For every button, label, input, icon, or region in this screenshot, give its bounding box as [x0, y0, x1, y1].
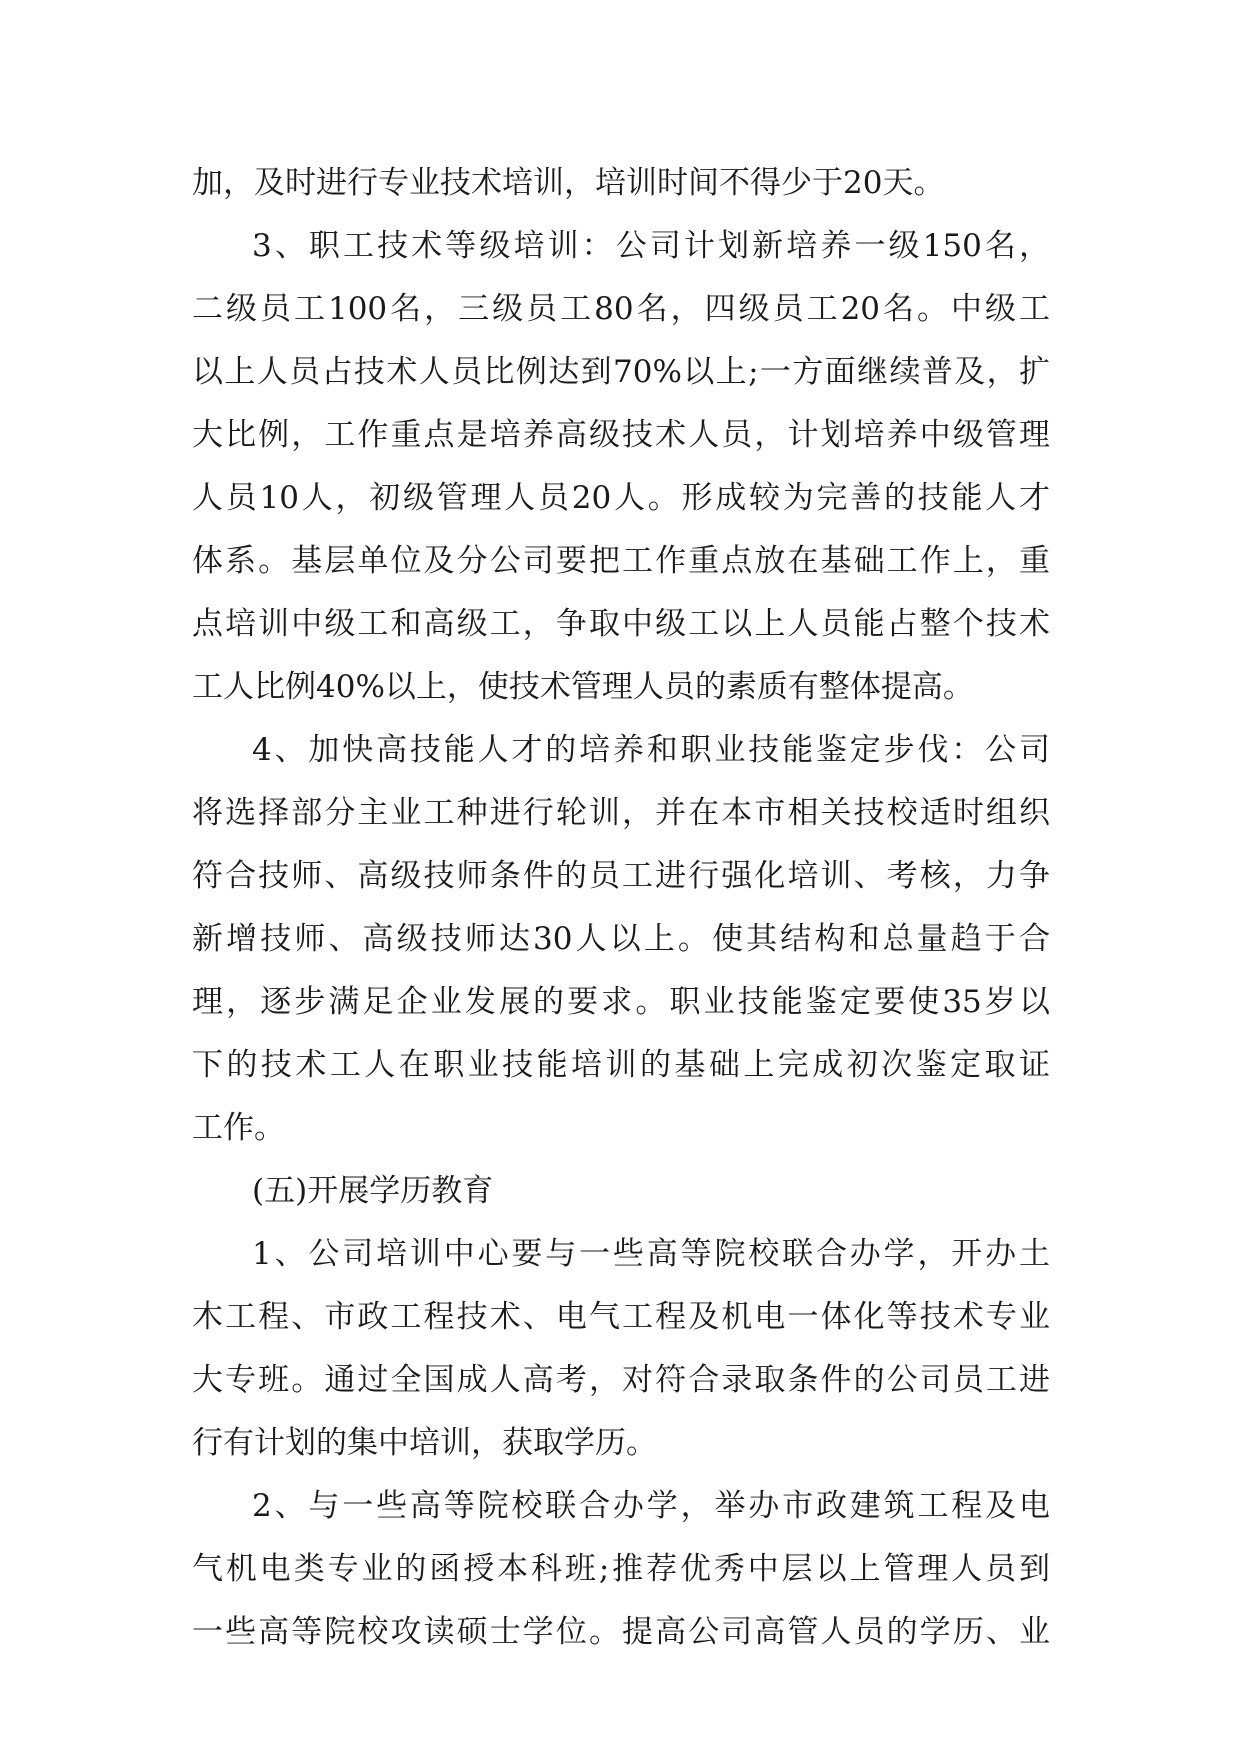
paragraph-line: 气机电类专业的函授本科班;推荐优秀中层以上管理人员到: [192, 1551, 1050, 1587]
paragraph-line: 4、加快高技能人才的培养和职业技能鉴定步伐：公司: [252, 732, 1050, 768]
paragraph-line: 工作。: [192, 1110, 285, 1146]
paragraph-line: 一些高等院校攻读硕士学位。提高公司高管人员的学历、业: [192, 1614, 1050, 1650]
paragraph-line: 二级员工100名，三级员工80名，四级员工20名。中级工: [192, 291, 1050, 327]
paragraph-line: 新增技师、高级技师达30人以上。使其结构和总量趋于合: [192, 921, 1050, 957]
paragraph-line: 理，逐步满足企业发展的要求。职业技能鉴定要使35岁以: [192, 984, 1050, 1020]
paragraph-line: 人员10人，初级管理人员20人。形成较为完善的技能人才: [192, 480, 1050, 516]
paragraph-line: 符合技师、高级技师条件的员工进行强化培训、考核，力争: [192, 858, 1050, 894]
section-heading: (五)开展学历教育: [252, 1173, 494, 1209]
paragraph-line: 大专班。通过全国成人高考，对符合录取条件的公司员工进: [192, 1362, 1050, 1398]
paragraph-line: 点培训中级工和高级工，争取中级工以上人员能占整个技术: [192, 606, 1050, 642]
paragraph-line: 工人比例40%以上，使技术管理人员的素质有整体提高。: [192, 669, 974, 705]
paragraph-line: 体系。基层单位及分公司要把工作重点放在基础工作上，重: [192, 543, 1050, 579]
paragraph-line: 将选择部分主业工种进行轮训，并在本市相关技校适时组织: [192, 795, 1050, 831]
paragraph-line: 下的技术工人在职业技能培训的基础上完成初次鉴定取证: [192, 1047, 1050, 1083]
paragraph-line: 木工程、市政工程技术、电气工程及机电一体化等技术专业: [192, 1299, 1050, 1335]
paragraph-line: 行有计划的集中培训，获取学历。: [192, 1425, 657, 1461]
paragraph-line: 2、与一些高等院校联合办学，举办市政建筑工程及电: [252, 1488, 1050, 1524]
paragraph-line: 加，及时进行专业技术培训，培训时间不得少于20天。: [192, 165, 945, 201]
paragraph-line: 大比例，工作重点是培养高级技术人员，计划培养中级管理: [192, 417, 1050, 453]
paragraph-line: 以上人员占技术人员比例达到70%以上;一方面继续普及，扩: [192, 354, 1050, 390]
paragraph-line: 3、职工技术等级培训：公司计划新培养一级150名，: [252, 228, 1050, 264]
paragraph-line: 1、公司培训中心要与一些高等院校联合办学，开办土: [252, 1236, 1050, 1272]
